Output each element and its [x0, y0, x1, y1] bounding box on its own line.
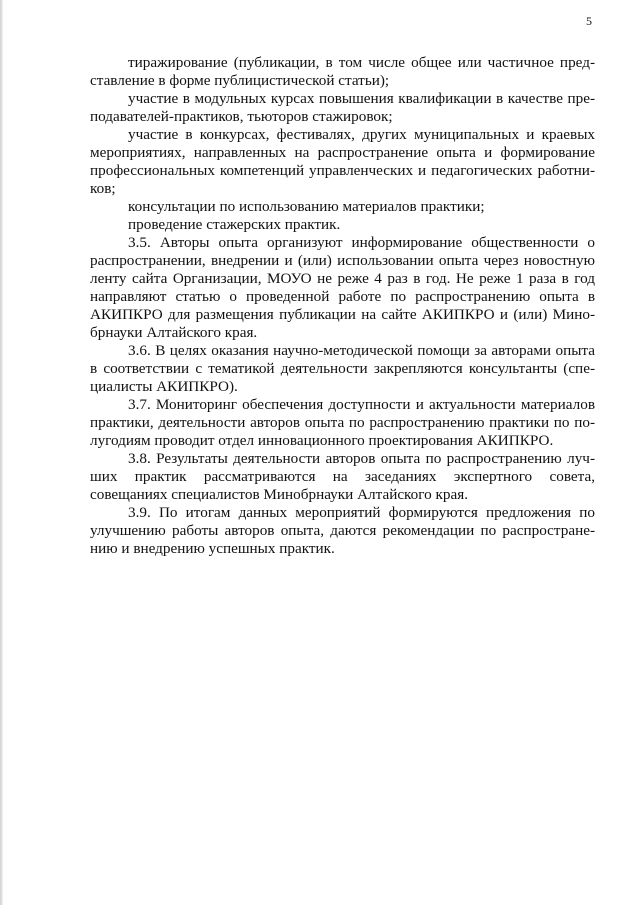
document-body — [90, 54, 595, 558]
paragraph-3-9: 3.9. По итогам данных мероприятий формируются предложения по улучшению работы авторов опыта, даются рекомендации по распространению и внедрению успешных практик. — [90, 504, 595, 557]
paragraph-3-6: 3.6. В целях оказания научно-методической помощи за авторами опыта в соответствии с тематикой деятельности закрепляются консультанты (специалисты АКИПКРО). — [90, 342, 595, 395]
page-number: 5 — [586, 14, 592, 28]
paragraph-3-7: 3.7. Мониторинг обеспечения доступности и актуальности материалов практики, деятельности авторов опыта по распространению практики по полугодиям проводит отдел инновационного проектирования АКИПКРО. — [90, 396, 595, 449]
paragraph-replication: тиражирование (публикации, в том числе общее или частичное представление в форме публицистической статьи); — [90, 54, 595, 89]
paragraph-3-5: 3.5. Авторы опыта организуют информирование общественности о распространении, внедрении и (или) использовании опыта через новостную ленту сайта Организации, МОУО не реже 4 раз в год. Не реже 1 раза в год направляют статью о проведенной работе по распространению опыта в АКИПКРО для размещения публикации на сайте АКИПКРО и (или) Минобрнауки Алтайского края. — [90, 234, 595, 341]
paragraph-3-8: 3.8. Результаты деятельности авторов опыта по распространению лучших практик рассматриваются на заседаниях экспертного совета, совещаниях специалистов Минобрнауки Алтайского края. — [90, 450, 595, 503]
paragraph-internships: проведение стажерских практик. — [128, 216, 341, 233]
paragraph-contests-festivals: участие в конкурсах, фестивалях, других муниципальных и краевых мероприятиях, направленных на распространение опыта и формирование профессиональных компетенций управленческих и педагогических работников; — [90, 126, 595, 197]
paragraph-modular-courses: участие в модульных курсах повышения квалификации в качестве преподавателей-практиков, тьюторов стажировок; — [90, 90, 595, 125]
scan-left-edge — [0, 0, 3, 905]
paragraph-consultations: консультации по использованию материалов практики; — [128, 198, 485, 215]
